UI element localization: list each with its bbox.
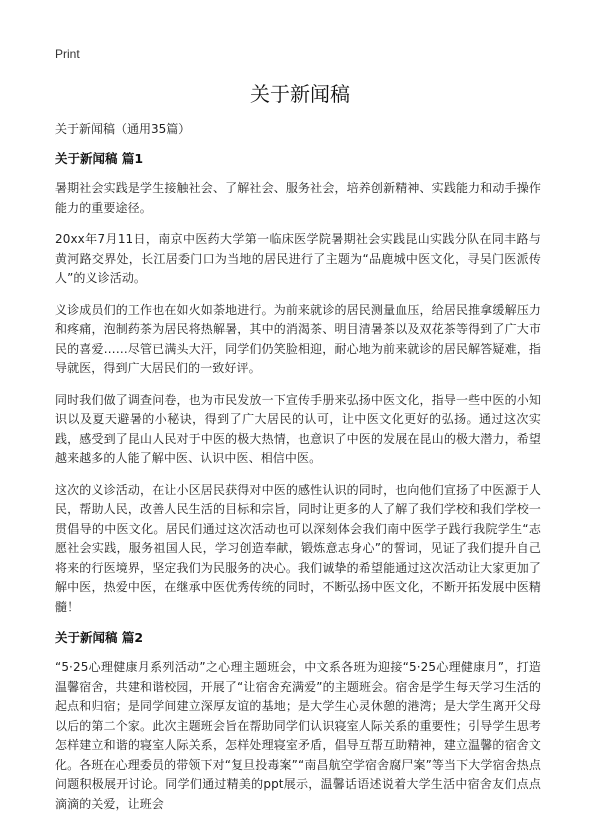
section-heading-2: 关于新闻稿 篇2 [55,630,144,645]
page-title: 关于新闻稿 [250,82,350,106]
print-label: Print [55,47,80,61]
paragraph-1-2: 20xx年7月11日，南京中医药大学第一临床医学院暑期社会实践昆山实践分队在同丰路与黄河路交界处，长江居委门口为当地的居民进行了主题为“品鹿城中医文化，寻吴门医派传人”的义诊活动。 [55,232,541,285]
paragraph-1-5: 这次的义诊活动，在让小区居民获得对中医的感性认识的同时，也向他们宣扬了中医源于人民，帮助人民，改善人民生活的目标和宗旨，同时让更多的人了解了我们学校和我们学校一贯倡导的中医文化。居民们通过这次活动也可以深刻体会我们南中医学子践行我院学生“志愿社会实践，服务祖国人民，学习创造奉献，锻炼意志身心”的誓词，见证了我们提升自己将来的行医境界，坚定我们为民服务的决心。我们诚挚的希望能通过这次活动让大家更加了解中医，热爱中医，在继承中医优秀传统的同时，不断弘扬中医文化，不断开拓发展中医精髓！ [55,482,541,614]
paragraph-1-4: 同时我们做了调查问卷，也为市民发放一下宣传手册来弘扬中医文化，指导一些中医的小知识以及夏天避暑的小秘诀，得到了广大居民的认可，让中医文化更好的弘扬。通过这次实践，感受到了昆山人民对于中医的极大热情，也意识了中医的发展在昆山的极大潜力，希望越来越多的人能了解中医、认识中医、相信中医。 [55,392,541,465]
document-subtitle: 关于新闻稿（通用35篇） [55,122,191,136]
paragraph-1-1: 暑期社会实践是学生接触社会、了解社会、服务社会，培养创新精神、实践能力和动手操作能力的重要途径。 [55,181,541,215]
article-body [55,120,541,826]
paragraph-1-3: 义诊成员们的工作也在如火如荼地进行。为前来就诊的居民测量血压，给居民推拿缓解压力和疼痛，泡制药茶为居民将热解暑，其中的消渴茶、明目清暑茶以及双花茶等得到了广大市民的喜爱……尽管已满头大汗，同学们仍笑脸相迎，耐心地为前来就诊的居民解答疑难，指导就医，得到广大居民们的一致好评。 [55,302,541,375]
section-heading-1: 关于新闻稿 篇1 [55,151,144,166]
paragraph-2-1: “5·25心理健康月系列活动”之心理主题班会，中文系各班为迎接“5·25心理健康月”，打造温馨宿舍，共建和谐校园，开展了“让宿舍充满爱”的主题班会。宿舍是学生每天学习生活的起点和归宿；是同学间建立深厚友谊的基地；是大学生心灵休憩的港湾；是大学生离开父母以后的第二个家。此次主题班会旨在帮助同学们认识寝室人际关系的重要性；引导学生思考怎样建立和谐的寝室人际关系，怎样处理寝室矛盾，倡导互帮互助精神，建立温馨的宿舍文化。各班在心理委员的带领下对“复旦投毒案”“南昌航空学宿舍腐尸案”等当下大学宿舍热点问题积极展开讨论。同学们通过精美的ppt展示，温馨话语述说着大学生活中宿舍友们点点滴滴的关爱，让班会 [55,660,541,811]
